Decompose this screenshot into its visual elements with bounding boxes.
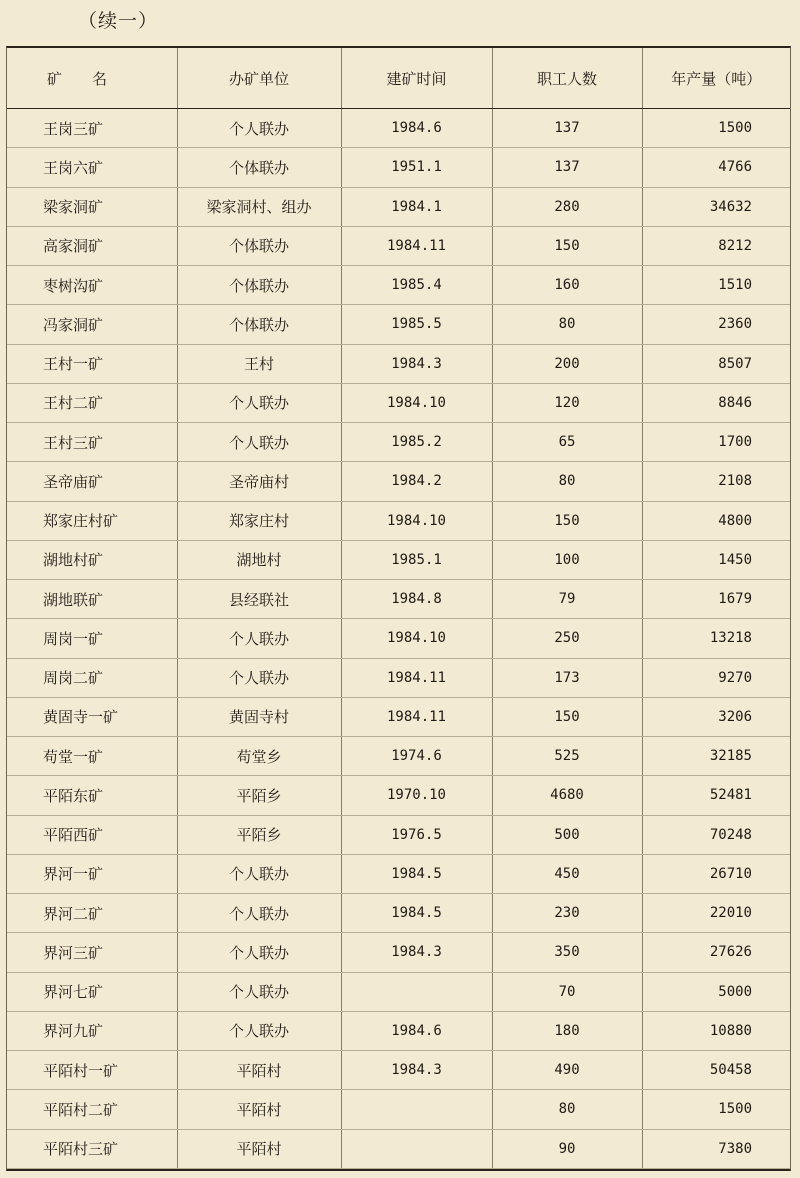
table-row <box>7 109 790 148</box>
cell-mine-name: 界河九矿 <box>7 1011 177 1050</box>
cell-mine-name: 界河一矿 <box>7 854 177 893</box>
table-row <box>7 972 790 1011</box>
cell-worker-count: 173 <box>492 658 642 697</box>
cell-annual-output: 52481 <box>642 776 790 815</box>
table-row <box>7 737 790 776</box>
cell-annual-output: 1500 <box>642 109 790 148</box>
cell-annual-output: 34632 <box>642 187 790 226</box>
cell-worker-count: 80 <box>492 462 642 501</box>
cell-operating-unit: 平陌村 <box>177 1090 341 1129</box>
table-row <box>7 854 790 893</box>
table-row <box>7 1129 790 1169</box>
cell-worker-count: 100 <box>492 540 642 579</box>
cell-operating-unit: 个体联办 <box>177 305 341 344</box>
table-row <box>7 383 790 422</box>
cell-mine-name: 湖地联矿 <box>7 580 177 619</box>
cell-founded-date: 1985.2 <box>341 423 492 462</box>
cell-founded-date: 1984.6 <box>341 1011 492 1050</box>
cell-annual-output: 22010 <box>642 894 790 933</box>
cell-operating-unit: 个人联办 <box>177 109 341 148</box>
cell-mine-name: 枣树沟矿 <box>7 266 177 305</box>
cell-annual-output: 8846 <box>642 383 790 422</box>
table-row <box>7 619 790 658</box>
table-row <box>7 815 790 854</box>
cell-mine-name: 周岗二矿 <box>7 658 177 697</box>
cell-mine-name: 平陌村一矿 <box>7 1051 177 1090</box>
cell-annual-output: 1510 <box>642 266 790 305</box>
cell-operating-unit: 平陌乡 <box>177 815 341 854</box>
cell-worker-count: 120 <box>492 383 642 422</box>
cell-mine-name: 梁家洞矿 <box>7 187 177 226</box>
cell-operating-unit: 湖地村 <box>177 540 341 579</box>
cell-mine-name: 平陌村三矿 <box>7 1129 177 1169</box>
cell-founded-date: 1985.5 <box>341 305 492 344</box>
cell-operating-unit: 黄固寺村 <box>177 697 341 736</box>
cell-mine-name: 平陌村二矿 <box>7 1090 177 1129</box>
table-row <box>7 462 790 501</box>
cell-worker-count: 490 <box>492 1051 642 1090</box>
cell-annual-output: 26710 <box>642 854 790 893</box>
cell-operating-unit: 个体联办 <box>177 148 341 187</box>
cell-operating-unit: 平陌村 <box>177 1051 341 1090</box>
table-row <box>7 226 790 265</box>
cell-mine-name: 高家洞矿 <box>7 226 177 265</box>
cell-worker-count: 450 <box>492 854 642 893</box>
cell-founded-date <box>341 972 492 1011</box>
cell-founded-date: 1984.10 <box>341 501 492 540</box>
cell-worker-count: 350 <box>492 933 642 972</box>
table-row <box>7 776 790 815</box>
cell-operating-unit: 梁家洞村、组办 <box>177 187 341 226</box>
cell-annual-output: 3206 <box>642 697 790 736</box>
cell-founded-date: 1984.10 <box>341 383 492 422</box>
header-operating-unit: 办矿单位 <box>177 48 341 109</box>
cell-annual-output: 4800 <box>642 501 790 540</box>
cell-mine-name: 界河二矿 <box>7 894 177 933</box>
cell-worker-count: 250 <box>492 619 642 658</box>
cell-founded-date: 1985.4 <box>341 266 492 305</box>
mine-table <box>6 46 791 1171</box>
table-row <box>7 540 790 579</box>
cell-founded-date: 1985.1 <box>341 540 492 579</box>
cell-founded-date: 1984.5 <box>341 854 492 893</box>
cell-founded-date <box>341 1090 492 1129</box>
table-row <box>7 305 790 344</box>
cell-mine-name: 黄固寺一矿 <box>7 697 177 736</box>
cell-operating-unit: 平陌村 <box>177 1129 341 1169</box>
cell-mine-name: 界河三矿 <box>7 933 177 972</box>
cell-mine-name: 湖地村矿 <box>7 540 177 579</box>
table-row <box>7 1051 790 1090</box>
cell-founded-date: 1984.3 <box>341 933 492 972</box>
cell-operating-unit: 个体联办 <box>177 226 341 265</box>
cell-annual-output: 32185 <box>642 737 790 776</box>
cell-founded-date: 1984.10 <box>341 619 492 658</box>
cell-annual-output: 27626 <box>642 933 790 972</box>
cell-operating-unit: 王村 <box>177 344 341 383</box>
cell-worker-count: 500 <box>492 815 642 854</box>
cell-worker-count: 70 <box>492 972 642 1011</box>
table-row <box>7 423 790 462</box>
cell-operating-unit: 圣帝庙村 <box>177 462 341 501</box>
cell-worker-count: 150 <box>492 697 642 736</box>
cell-worker-count: 137 <box>492 148 642 187</box>
cell-founded-date <box>341 1129 492 1169</box>
table-row <box>7 1011 790 1050</box>
cell-mine-name: 界河七矿 <box>7 972 177 1011</box>
cell-operating-unit: 个人联办 <box>177 423 341 462</box>
cell-mine-name: 王村一矿 <box>7 344 177 383</box>
cell-founded-date: 1984.11 <box>341 226 492 265</box>
cell-mine-name: 平陌东矿 <box>7 776 177 815</box>
cell-operating-unit: 苟堂乡 <box>177 737 341 776</box>
cell-annual-output: 1450 <box>642 540 790 579</box>
cell-annual-output: 5000 <box>642 972 790 1011</box>
cell-mine-name: 冯家洞矿 <box>7 305 177 344</box>
cell-mine-name: 周岗一矿 <box>7 619 177 658</box>
cell-operating-unit: 郑家庄村 <box>177 501 341 540</box>
cell-worker-count: 150 <box>492 226 642 265</box>
cell-mine-name: 圣帝庙矿 <box>7 462 177 501</box>
cell-worker-count: 280 <box>492 187 642 226</box>
cell-worker-count: 80 <box>492 1090 642 1129</box>
table-row <box>7 344 790 383</box>
cell-worker-count: 160 <box>492 266 642 305</box>
table-row <box>7 580 790 619</box>
cell-worker-count: 4680 <box>492 776 642 815</box>
table-row <box>7 1090 790 1129</box>
cell-operating-unit: 平陌乡 <box>177 776 341 815</box>
cell-founded-date: 1974.6 <box>341 737 492 776</box>
cell-founded-date: 1984.6 <box>341 109 492 148</box>
cell-worker-count: 200 <box>492 344 642 383</box>
table-row <box>7 266 790 305</box>
cell-operating-unit: 个人联办 <box>177 383 341 422</box>
cell-founded-date: 1984.8 <box>341 580 492 619</box>
header-annual-output: 年产量（吨） <box>642 48 790 109</box>
table-caption: （续一） <box>78 10 159 32</box>
cell-worker-count: 180 <box>492 1011 642 1050</box>
header-founded-date: 建矿时间 <box>341 48 492 109</box>
table-row <box>7 187 790 226</box>
table-body <box>7 109 790 1169</box>
cell-worker-count: 137 <box>492 109 642 148</box>
cell-worker-count: 150 <box>492 501 642 540</box>
cell-worker-count: 65 <box>492 423 642 462</box>
cell-operating-unit: 个人联办 <box>177 894 341 933</box>
table-row <box>7 933 790 972</box>
cell-mine-name: 平陌西矿 <box>7 815 177 854</box>
cell-operating-unit: 个人联办 <box>177 1011 341 1050</box>
table-row <box>7 501 790 540</box>
table-row <box>7 658 790 697</box>
cell-annual-output: 10880 <box>642 1011 790 1050</box>
cell-worker-count: 230 <box>492 894 642 933</box>
cell-annual-output: 8507 <box>642 344 790 383</box>
cell-founded-date: 1984.11 <box>341 697 492 736</box>
cell-annual-output: 2108 <box>642 462 790 501</box>
cell-worker-count: 79 <box>492 580 642 619</box>
cell-founded-date: 1970.10 <box>341 776 492 815</box>
header-row <box>7 48 790 109</box>
cell-worker-count: 525 <box>492 737 642 776</box>
cell-annual-output: 1500 <box>642 1090 790 1129</box>
cell-operating-unit: 个人联办 <box>177 933 341 972</box>
cell-annual-output: 2360 <box>642 305 790 344</box>
cell-annual-output: 70248 <box>642 815 790 854</box>
cell-operating-unit: 个人联办 <box>177 658 341 697</box>
table-row <box>7 697 790 736</box>
cell-worker-count: 90 <box>492 1129 642 1169</box>
cell-founded-date: 1976.5 <box>341 815 492 854</box>
table-row <box>7 148 790 187</box>
cell-founded-date: 1984.3 <box>341 344 492 383</box>
cell-founded-date: 1984.11 <box>341 658 492 697</box>
cell-mine-name: 王村三矿 <box>7 423 177 462</box>
header-worker-count: 职工人数 <box>492 48 642 109</box>
cell-annual-output: 1679 <box>642 580 790 619</box>
cell-annual-output: 9270 <box>642 658 790 697</box>
cell-annual-output: 4766 <box>642 148 790 187</box>
cell-annual-output: 50458 <box>642 1051 790 1090</box>
cell-annual-output: 1700 <box>642 423 790 462</box>
cell-founded-date: 1984.3 <box>341 1051 492 1090</box>
cell-operating-unit: 个人联办 <box>177 972 341 1011</box>
cell-operating-unit: 个体联办 <box>177 266 341 305</box>
cell-mine-name: 郑家庄村矿 <box>7 501 177 540</box>
header-mine-name: 矿 名 <box>7 48 177 109</box>
cell-mine-name: 王村二矿 <box>7 383 177 422</box>
cell-mine-name: 苟堂一矿 <box>7 737 177 776</box>
cell-founded-date: 1951.1 <box>341 148 492 187</box>
cell-mine-name: 王岗三矿 <box>7 109 177 148</box>
cell-annual-output: 8212 <box>642 226 790 265</box>
cell-worker-count: 80 <box>492 305 642 344</box>
cell-founded-date: 1984.1 <box>341 187 492 226</box>
cell-annual-output: 7380 <box>642 1129 790 1169</box>
table-row <box>7 894 790 933</box>
cell-founded-date: 1984.5 <box>341 894 492 933</box>
cell-operating-unit: 个人联办 <box>177 619 341 658</box>
cell-operating-unit: 个人联办 <box>177 854 341 893</box>
cell-annual-output: 13218 <box>642 619 790 658</box>
cell-mine-name: 王岗六矿 <box>7 148 177 187</box>
cell-founded-date: 1984.2 <box>341 462 492 501</box>
cell-operating-unit: 县经联社 <box>177 580 341 619</box>
